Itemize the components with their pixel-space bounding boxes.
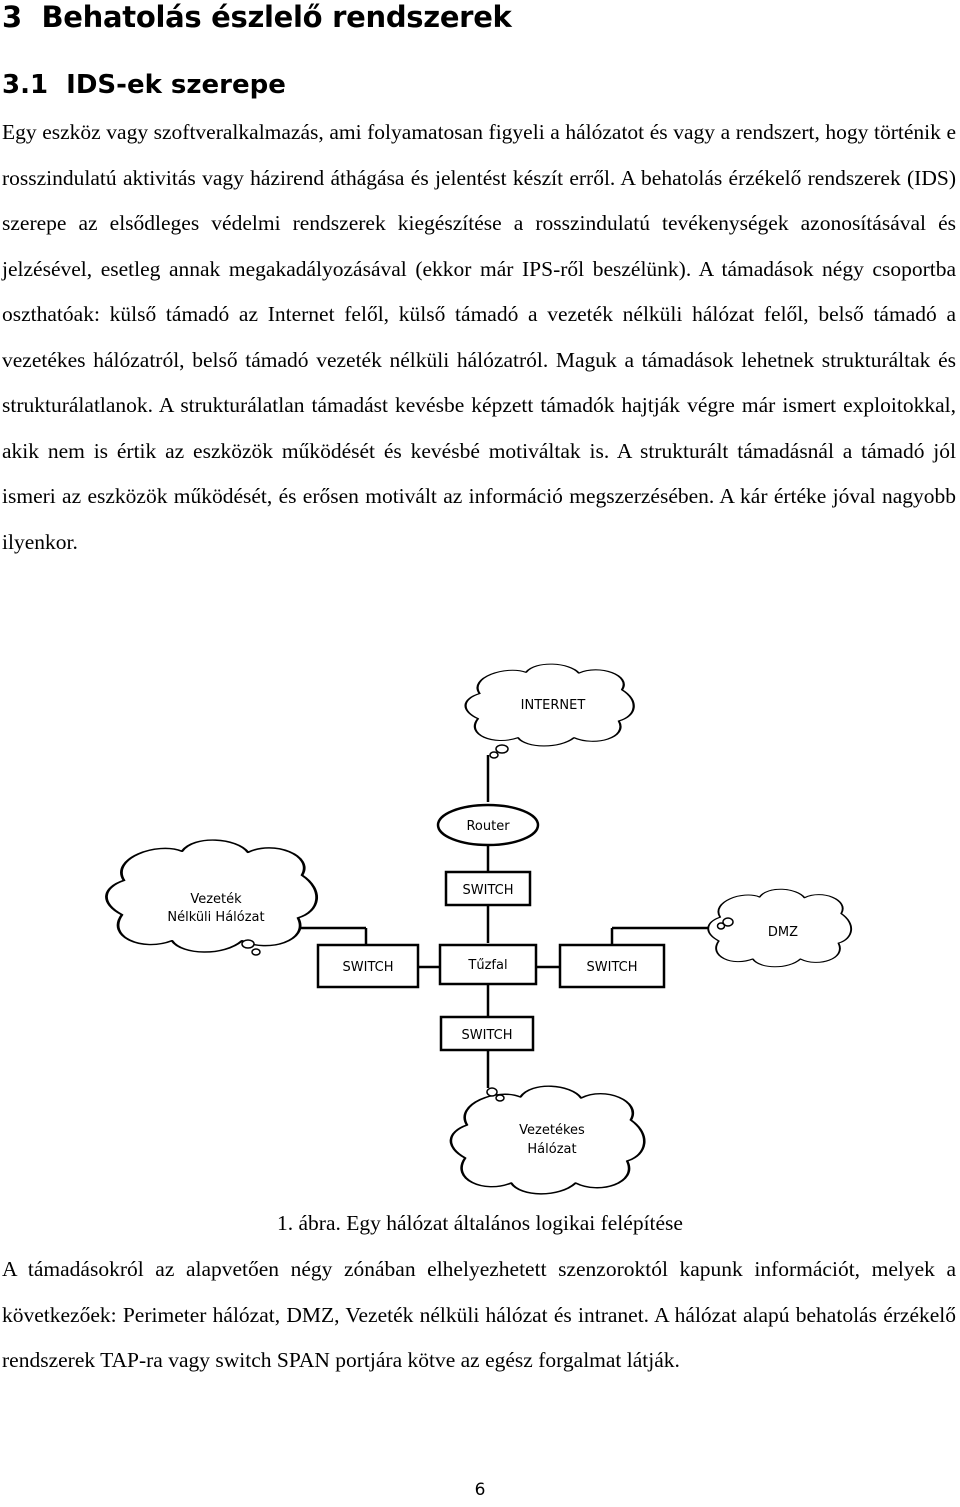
switch-top (446, 872, 530, 905)
chapter-heading (2, 0, 512, 34)
firewall-label: Tűzfal (468, 958, 508, 973)
switch-bottom-label: SWITCH (461, 1028, 513, 1043)
internet-cloud (466, 664, 634, 758)
wired-label-line1: Vezetékes (519, 1123, 585, 1138)
chapter-number: 3 (2, 0, 22, 34)
section-title: IDS-ek szerepe (66, 70, 286, 100)
page-number: 6 (474, 1480, 486, 1500)
wireless-network-cloud (106, 840, 316, 955)
wireless-label-line1: Vezeték (190, 892, 242, 907)
router-label: Router (466, 819, 510, 834)
chapter-title: Behatolás észlelő rendszerek (41, 0, 512, 34)
switch-left-label: SWITCH (342, 960, 394, 975)
switch-right (560, 945, 664, 987)
switch-bottom (441, 1017, 533, 1050)
section-number: 3.1 (2, 70, 49, 100)
switch-left (318, 945, 418, 987)
network-diagram (0, 660, 960, 1200)
switch-right-label: SWITCH (586, 960, 638, 975)
router-node (438, 805, 538, 845)
wireless-label-line2: Nélküli Hálózat (167, 910, 265, 925)
figure-caption: 1. ábra. Egy hálózat általános logikai felépítése (277, 1211, 683, 1235)
internet-label: INTERNET (520, 698, 586, 713)
firewall-node (440, 945, 536, 984)
sensor-paragraph: A támadásokról az alapvetően négy zónában elhelyezhetett szenzoroktól kapunk információt, melyek a következőek: Perimeter hálózat, DMZ, Vezeték nélküli hálózat és intranet. A hálózat alapú behatolás érzékelő rendszerek TAP-ra vagy switch SPAN portjára kötve az egész forgalmat látják. (2, 1257, 956, 1372)
wired-label-line2: Hálózat (527, 1142, 577, 1157)
section-heading (2, 68, 286, 102)
switch-top-label: SWITCH (462, 883, 514, 898)
dmz-cloud (708, 889, 851, 967)
wired-network-cloud (451, 1086, 644, 1194)
dmz-label: DMZ (767, 925, 799, 940)
intro-paragraph: Egy eszköz vagy szoftveralkalmazás, ami folyamatosan figyeli a hálózatot és vagy a rendszert, hogy történik e rosszindulatú aktivitás vagy házirend áthágása és jelentést készít erről. A behatolás érzékelő rendszerek (IDS) szerepe az elsődleges védelmi rendszerek kiegészítése a rosszindulatú tevékenységek azonosításával és jelzésével, esetleg annak megakadályozásával (ekkor már IPS-ről beszélünk). A támadások négy csoportba oszthatóak: külső támadó az Internet felől, külső támadó a vezeték nélküli hálózat felől, belső támadó a vezetékes hálózatról, belső támadó vezeték nélküli hálózatról. Maguk a támadások lehetnek strukturáltak és strukturálatlanok. A strukturálatlan támadást kevésbe képzett támadók hajtják végre már ismert exploitokkal, akik nem is értik az eszközök működését és kevésbé motiváltak is. A strukturált támadásnál a támadó jól ismeri az eszközök működését, és erősen motivált az információ megszerzésében. A kár értéke jóval nagyobb ilyenkor. (2, 120, 956, 554)
